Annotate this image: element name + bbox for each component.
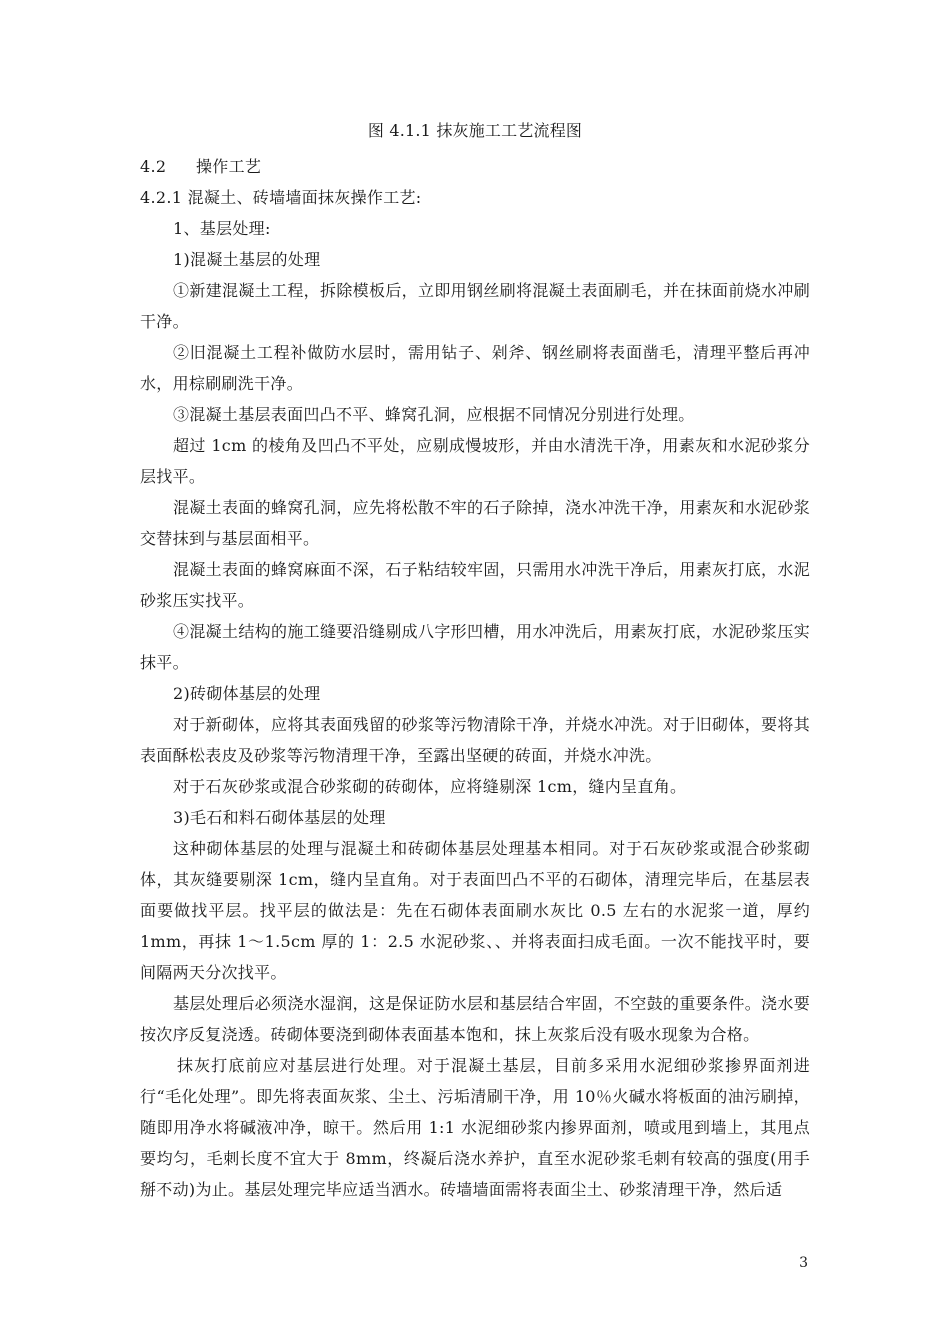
figure-caption: 图 4.1.1 抹灰施工工艺流程图 — [367, 121, 583, 140]
body-paragraph: 抹灰打底前应对基层进行处理。对于混凝土基层，目前多采用水泥细砂浆掺界面剂进行“毛化处理”。即先将表面灰浆、尘土、污垢清刷干净，用 10％火碱水将板面的油污刷掉，随即用净水将碱液冲净，晾干。然后用 1:1 水泥细砂浆内掺界面剂，喷或甩到墙上，其甩点要均匀，毛刺长度不宜大于 8mm，终凝后浇水养护，直至水泥砂浆毛刺有较高的强度(用手掰不动)为止。基层处理完毕应适当洒水。砖墙墙面需将表面尘土、砂浆清理干净，然后适 — [140, 1056, 810, 1199]
subsection-heading: 4.2.1 混凝土、砖墙墙面抹灰操作工艺: — [140, 188, 422, 207]
body-paragraph: ③混凝土基层表面凹凸不平、蜂窝孔洞，应根据不同情况分别进行处理。 — [173, 405, 695, 424]
subheading-concrete-base: 1)混凝土基层的处理 — [173, 250, 321, 269]
body-paragraph: ①新建混凝土工程，拆除模板后，立即用钢丝刷将混凝土表面刷毛，并在抹面前烧水冲刷干净。 — [140, 281, 810, 331]
body-paragraph: 对于新砌体，应将其表面残留的砂浆等污物清除干净，并烧水冲洗。对于旧砌体，要将其表面酥松表皮及砂浆等污物清理干净，至露出坚硬的砖面，并烧水冲洗。 — [140, 715, 810, 765]
subheading-stone-base: 3)毛石和料石砌体基层的处理 — [173, 808, 386, 827]
body-paragraph: 混凝土表面的蜂窝麻面不深，石子粘结较牢固，只需用水冲洗干净后，用素灰打底，水泥砂浆压实找平。 — [140, 560, 810, 610]
body-paragraph: ④混凝土结构的施工缝要沿缝剔成八字形凹槽，用水冲洗后，用素灰打底，水泥砂浆压实抹平。 — [140, 622, 810, 672]
document-body — [140, 151, 810, 1205]
body-paragraph: 混凝土表面的蜂窝孔洞，应先将松散不牢的石子除掉，浇水冲洗干净，用素灰和水泥砂浆交替抹到与基层面相平。 — [140, 498, 810, 548]
body-paragraph: 超过 1cm 的棱角及凹凸不平处，应剔成慢坡形，并由水清洗干净，用素灰和水泥砂浆分层找平。 — [140, 436, 810, 486]
body-paragraph: 这种砌体基层的处理与混凝土和砖砌体基层处理基本相同。对于石灰砂浆或混合砂浆砌体，其灰缝要剔深 1cm，缝内呈直角。对于表面凹凸不平的石砌体，清理完毕后，在基层表面要做找平层。找平层的做法是：先在石砌体表面刷水灰比 0.5 左右的水泥浆一道，厚约 1mm，再抹 1～1.5cm 厚的 1：2.5 水泥砂浆、、并将表面扫成毛面。一次不能找平时，要间隔两天分次找平。 — [140, 839, 810, 982]
subheading-brick-base: 2)砖砌体基层的处理 — [173, 684, 321, 703]
body-paragraph: 对于石灰砂浆或混合砂浆砌的砖砌体，应将缝剔深 1cm，缝内呈直角。 — [173, 777, 687, 796]
page-number: 3 — [799, 1255, 808, 1271]
body-paragraph: 基层处理后必须浇水湿润，这是保证防水层和基层结合牢固，不空鼓的重要条件。浇水要按次序反复浇透。砖砌体要浇到砌体表面基本饱和，抹上灰浆后没有吸水现象为合格。 — [140, 994, 810, 1044]
section-heading — [140, 151, 810, 182]
section-number: 4.2 — [140, 157, 167, 176]
body-paragraph: ②旧混凝土工程补做防水层时，需用钻子、剁斧、钢丝刷将表面凿毛，清理平整后再冲水，用棕刷刷洗干净。 — [140, 343, 810, 393]
step-heading: 1、基层处理: — [173, 219, 271, 238]
section-title: 操作工艺 — [196, 157, 262, 176]
